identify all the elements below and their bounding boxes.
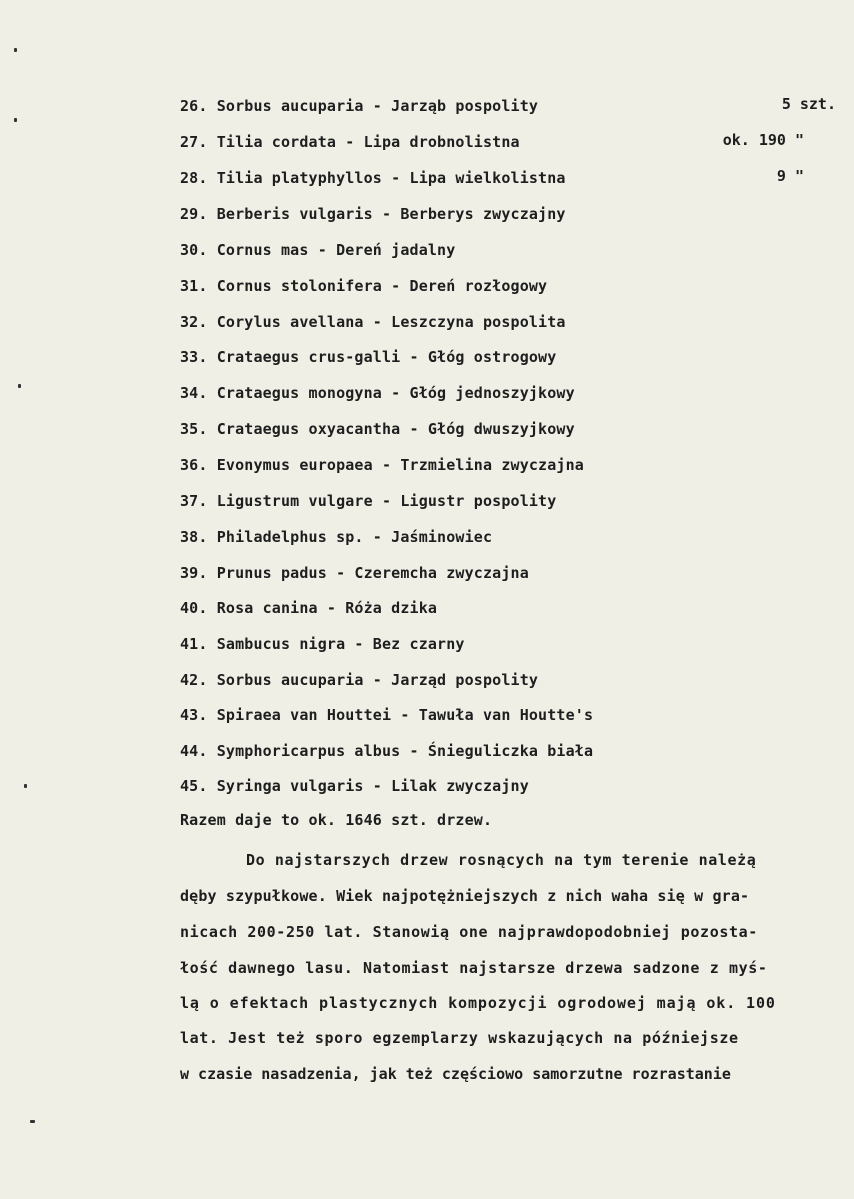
paragraph-line: dęby szypułkowe. Wiek najpotężniejszych z nich waha się w gra- xyxy=(180,887,750,905)
list-item: 36. Evonymus europaea - Trzmielina zwyczajna xyxy=(180,456,584,474)
list-item: 40. Rosa canina - Róża dzika xyxy=(180,599,438,617)
list-item: 34. Crataegus monogyna - Głóg jednoszyjkowy xyxy=(180,384,575,402)
list-item: 44. Symphoricarpus albus - Śnieguliczka biała xyxy=(180,742,594,760)
quantity: ok. 190 " xyxy=(722,131,804,149)
list-item: 32. Corylus avellana - Leszczyna pospolita xyxy=(180,313,566,331)
list-item: 39. Prunus padus - Czeremcha zwyczajna xyxy=(180,564,529,582)
list-item: 37. Ligustrum vulgare - Ligustr pospolity xyxy=(180,492,557,510)
list-item: 43. Spiraea van Houttei - Tawuła van Houtte's xyxy=(180,706,594,724)
list-item: 35. Crataegus oxyacantha - Głóg dwuszyjkowy xyxy=(180,420,575,438)
paragraph-line: w czasie nasadzenia, jak też częściowo samorzutne rozrastanie xyxy=(180,1065,731,1083)
margin-mark xyxy=(14,118,17,122)
paragraph-line: lą o efektach plastycznych kompozycji ogrodowej mają ok. 100 xyxy=(180,994,776,1012)
list-item: 27. Tilia cordata - Lipa drobnolistna xyxy=(180,133,520,151)
paragraph-line: łość dawnego lasu. Natomiast najstarsze drzewa sadzone z myś- xyxy=(180,959,768,977)
quantity: 9 " xyxy=(776,167,804,185)
total-line: Razem daje to ok. 1646 szt. drzew. xyxy=(180,811,493,829)
paragraph-line: lat. Jest też sporo egzemplarzy wskazujących na późniejsze xyxy=(180,1029,739,1047)
margin-mark xyxy=(30,1120,35,1123)
paragraph-line: nicach 200-250 lat. Stanowią one najprawdopodobniej pozosta- xyxy=(180,923,758,941)
list-item: 33. Crataegus crus-galli - Głóg ostrogowy xyxy=(180,348,557,366)
paragraph-line: Do najstarszych drzew rosnących na tym terenie należą xyxy=(246,851,757,869)
list-item: 38. Philadelphus sp. - Jaśminowiec xyxy=(180,528,493,546)
margin-mark xyxy=(24,784,27,788)
list-item: 31. Cornus stolonifera - Dereń rozłogowy xyxy=(180,277,548,295)
list-item: 42. Sorbus aucuparia - Jarząd pospolity xyxy=(180,671,539,689)
margin-mark xyxy=(14,48,17,52)
list-item: 26. Sorbus aucuparia - Jarząb pospolity xyxy=(180,97,539,115)
quantity: 5 szt. xyxy=(781,95,836,113)
list-item: 30. Cornus mas - Dereń jadalny xyxy=(180,241,456,259)
list-item: 28. Tilia platyphyllos - Lipa wielkolistna xyxy=(180,169,566,187)
list-item: 41. Sambucus nigra - Bez czarny xyxy=(180,635,465,653)
margin-mark xyxy=(18,384,21,388)
list-item: 45. Syringa vulgaris - Lilak zwyczajny xyxy=(180,777,529,795)
list-item: 29. Berberis vulgaris - Berberys zwyczajny xyxy=(180,205,566,223)
